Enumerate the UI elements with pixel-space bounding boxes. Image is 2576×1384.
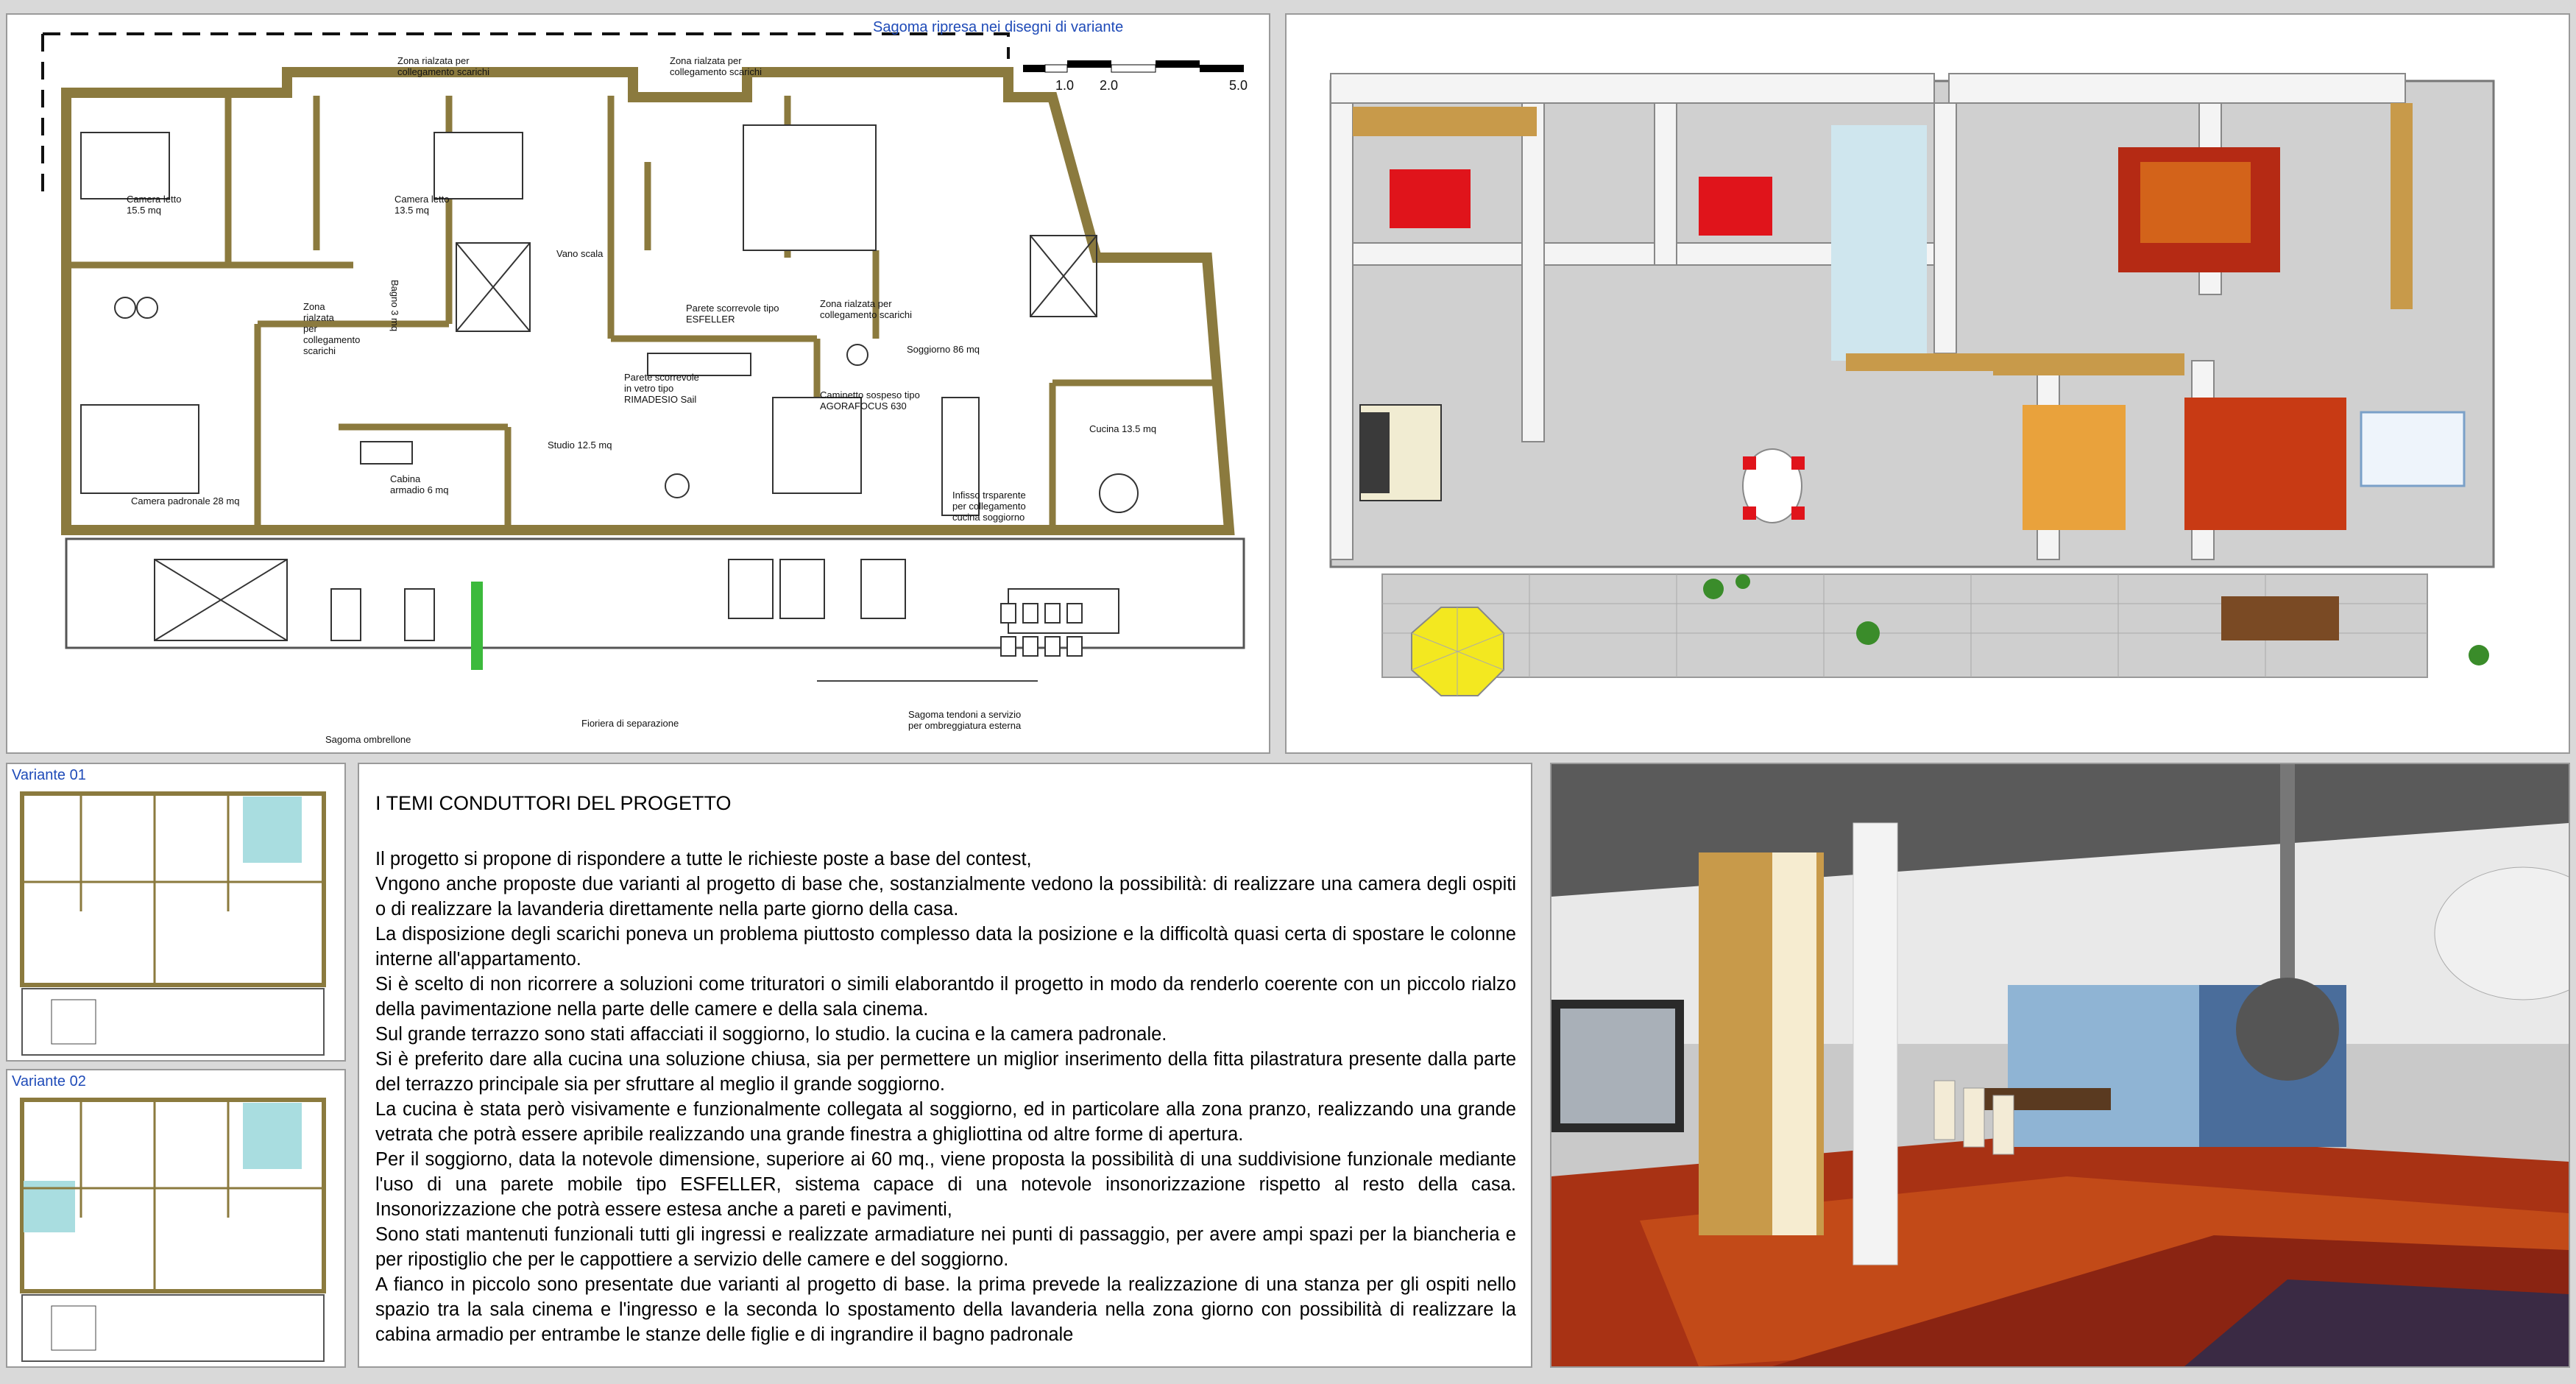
label-infisso: Infisso trsparente per collegamento cucina soggiorno bbox=[952, 490, 1026, 523]
umbrella bbox=[1412, 607, 1504, 696]
scale-5: 5.0 bbox=[1229, 78, 1248, 93]
label-vano-scala: Vano scala bbox=[556, 248, 604, 259]
bed-red-2 bbox=[1699, 177, 1772, 236]
floor-plan-panel bbox=[6, 13, 1270, 754]
scale-2: 2.0 bbox=[1100, 78, 1119, 93]
text-paragraph: Si è scelto di non ricorrere a soluzioni come trituratori o simili elaborantdo il progetto in modo da renderlo coerente con un piccolo rialzo della pavimentazione nella parte delle camere e della sala cinema. bbox=[375, 974, 1516, 1020]
text-paragraph: La cucina è stata però visivamente e funzionalmente collegata al soggiorno, ed in particolare alla zona pranzo, realizzando una grande vetrata che potrà essere apribile realizzando una grande finestra a ghigliottina od altre forme di apertura. bbox=[375, 1099, 1516, 1145]
text-paragraph: Sul grande terrazzo sono stati affacciati il soggiorno, lo studio. la cucina e la camera padronale. bbox=[375, 1024, 1167, 1045]
text-paragraph: Per il soggiorno, data la notevole dimensione, superiore ai 60 mq., viene proposta la possibilità di una suddivisione funzionale mediante l'uso di una parete mobile tipo ESFELLER, sistema capace di una notevole insonorizzazione rispetto al resto della casa. Insonorizzazione che potrà essere estesa anche a pareti e pavimenti, bbox=[375, 1149, 1516, 1220]
render-top-panel bbox=[1285, 13, 2570, 754]
scale-1: 1.0 bbox=[1055, 78, 1075, 93]
text-paragraph: Si è preferito dare alla cucina una soluzione chiusa, sia per permettere un miglior inserimento della fitta pilastratura presente dalla parte del terrazzo principale sia per sfruttare al meglio il grande soggiorno. bbox=[375, 1049, 1516, 1095]
label-camera-letto-1: Camera letto 15.5 mq bbox=[127, 194, 182, 216]
variant-note: Sagoma ripresa nei disegni di variante bbox=[873, 19, 1124, 35]
label-sagoma-tendoni: Sagoma tendoni a servizio per ombreggiatura esterna bbox=[908, 709, 1022, 731]
label-cucina: Cucina 13.5 mq bbox=[1089, 423, 1157, 434]
label-camera-padronale: Camera padronale 28 mq bbox=[131, 495, 240, 506]
label-fioriera: Fioriera di separazione bbox=[581, 718, 679, 729]
text-heading: I TEMI CONDUTTORI DEL PROGETTO bbox=[375, 792, 732, 814]
label-zona-rialzata-2: Zona rialzata per collegamento scarichi bbox=[670, 55, 762, 77]
render-top-view bbox=[1287, 15, 2569, 752]
text-paragraph: Vngono anche proposte due varianti al progetto di base che, sostanzialmente vedono la possibilità: di realizzare una camera degli ospiti o di realizzare la lavanderia direttamente nella parte giorno della casa. bbox=[375, 874, 1516, 919]
label-camera-letto-2: Camera letto 13.5 mq bbox=[394, 194, 450, 216]
text-paragraph: Sono stati mantenuti funzionali tutti gli ingressi e realizzate armadiature nei punti di passaggio, per avere ampi spazi per la biancheria e per ripostiglio che per le cappottiere a servizio delle camere e del soggiorno. bbox=[375, 1224, 1516, 1270]
variant-01-panel bbox=[6, 763, 346, 1062]
label-parete-vetro: Parete scorrevole in vetro tipo RIMADESIO Sail bbox=[624, 372, 699, 405]
label-zona-rialzata-4: Zona rialzata per collegamento scarichi bbox=[820, 298, 913, 320]
scale-bar bbox=[1023, 60, 1244, 72]
planter bbox=[471, 582, 483, 670]
render-interior-view bbox=[1551, 764, 2569, 1366]
label-zona-rialzata-3: Zona rialzata per collegamento scarichi bbox=[303, 301, 361, 356]
variant-02-panel bbox=[6, 1069, 346, 1368]
variant-01-plan bbox=[7, 764, 344, 1060]
label-sagoma-ombrellone: Sagoma ombrellone bbox=[325, 734, 411, 745]
label-bagno: Bagno 3 mq bbox=[389, 280, 400, 332]
variant-02-plan bbox=[7, 1070, 344, 1366]
variant-01-title: Variante 01 bbox=[12, 767, 86, 783]
bed-red-1 bbox=[1390, 169, 1471, 228]
text-paragraph: Il progetto si propone di rispondere a tutte le richieste poste a base del contest, bbox=[375, 849, 1032, 869]
label-zona-rialzata-1: Zona rialzata per collegamento scarichi bbox=[397, 55, 490, 77]
label-parete-esfeller: Parete scorrevole tipo ESFELLER bbox=[686, 303, 779, 325]
label-studio: Studio 12.5 mq bbox=[548, 439, 612, 451]
label-soggiorno: Soggiorno 86 mq bbox=[907, 344, 980, 355]
text-paragraph: La disposizione degli scarichi poneva un problema piuttosto complesso data la posizione e la difficoltà quasi certa di spostare le colonne interne all'appartamento. bbox=[375, 924, 1516, 970]
render-interior-panel bbox=[1550, 763, 2570, 1368]
text-panel bbox=[358, 763, 1532, 1368]
variant-02-title: Variante 02 bbox=[12, 1073, 86, 1090]
label-caminetto: Caminetto sospeso tipo AGORAFOCUS 630 bbox=[820, 389, 920, 412]
label-cabina-armadio: Cabina armadio 6 mq bbox=[390, 473, 449, 495]
text-paragraph: A fianco in piccolo sono presentate due varianti al progetto di base. la prima prevede la realizzazione di una stanza per gli ospiti nello spazio tra la sala cinema e l'ingresso e la seconda lo spostamento della lavanderia nella zona giorno con possibilità di realizzare la cabina armadio per entrambe le stanze delle figlie e di ingrandire il bagno padronale bbox=[375, 1274, 1516, 1345]
